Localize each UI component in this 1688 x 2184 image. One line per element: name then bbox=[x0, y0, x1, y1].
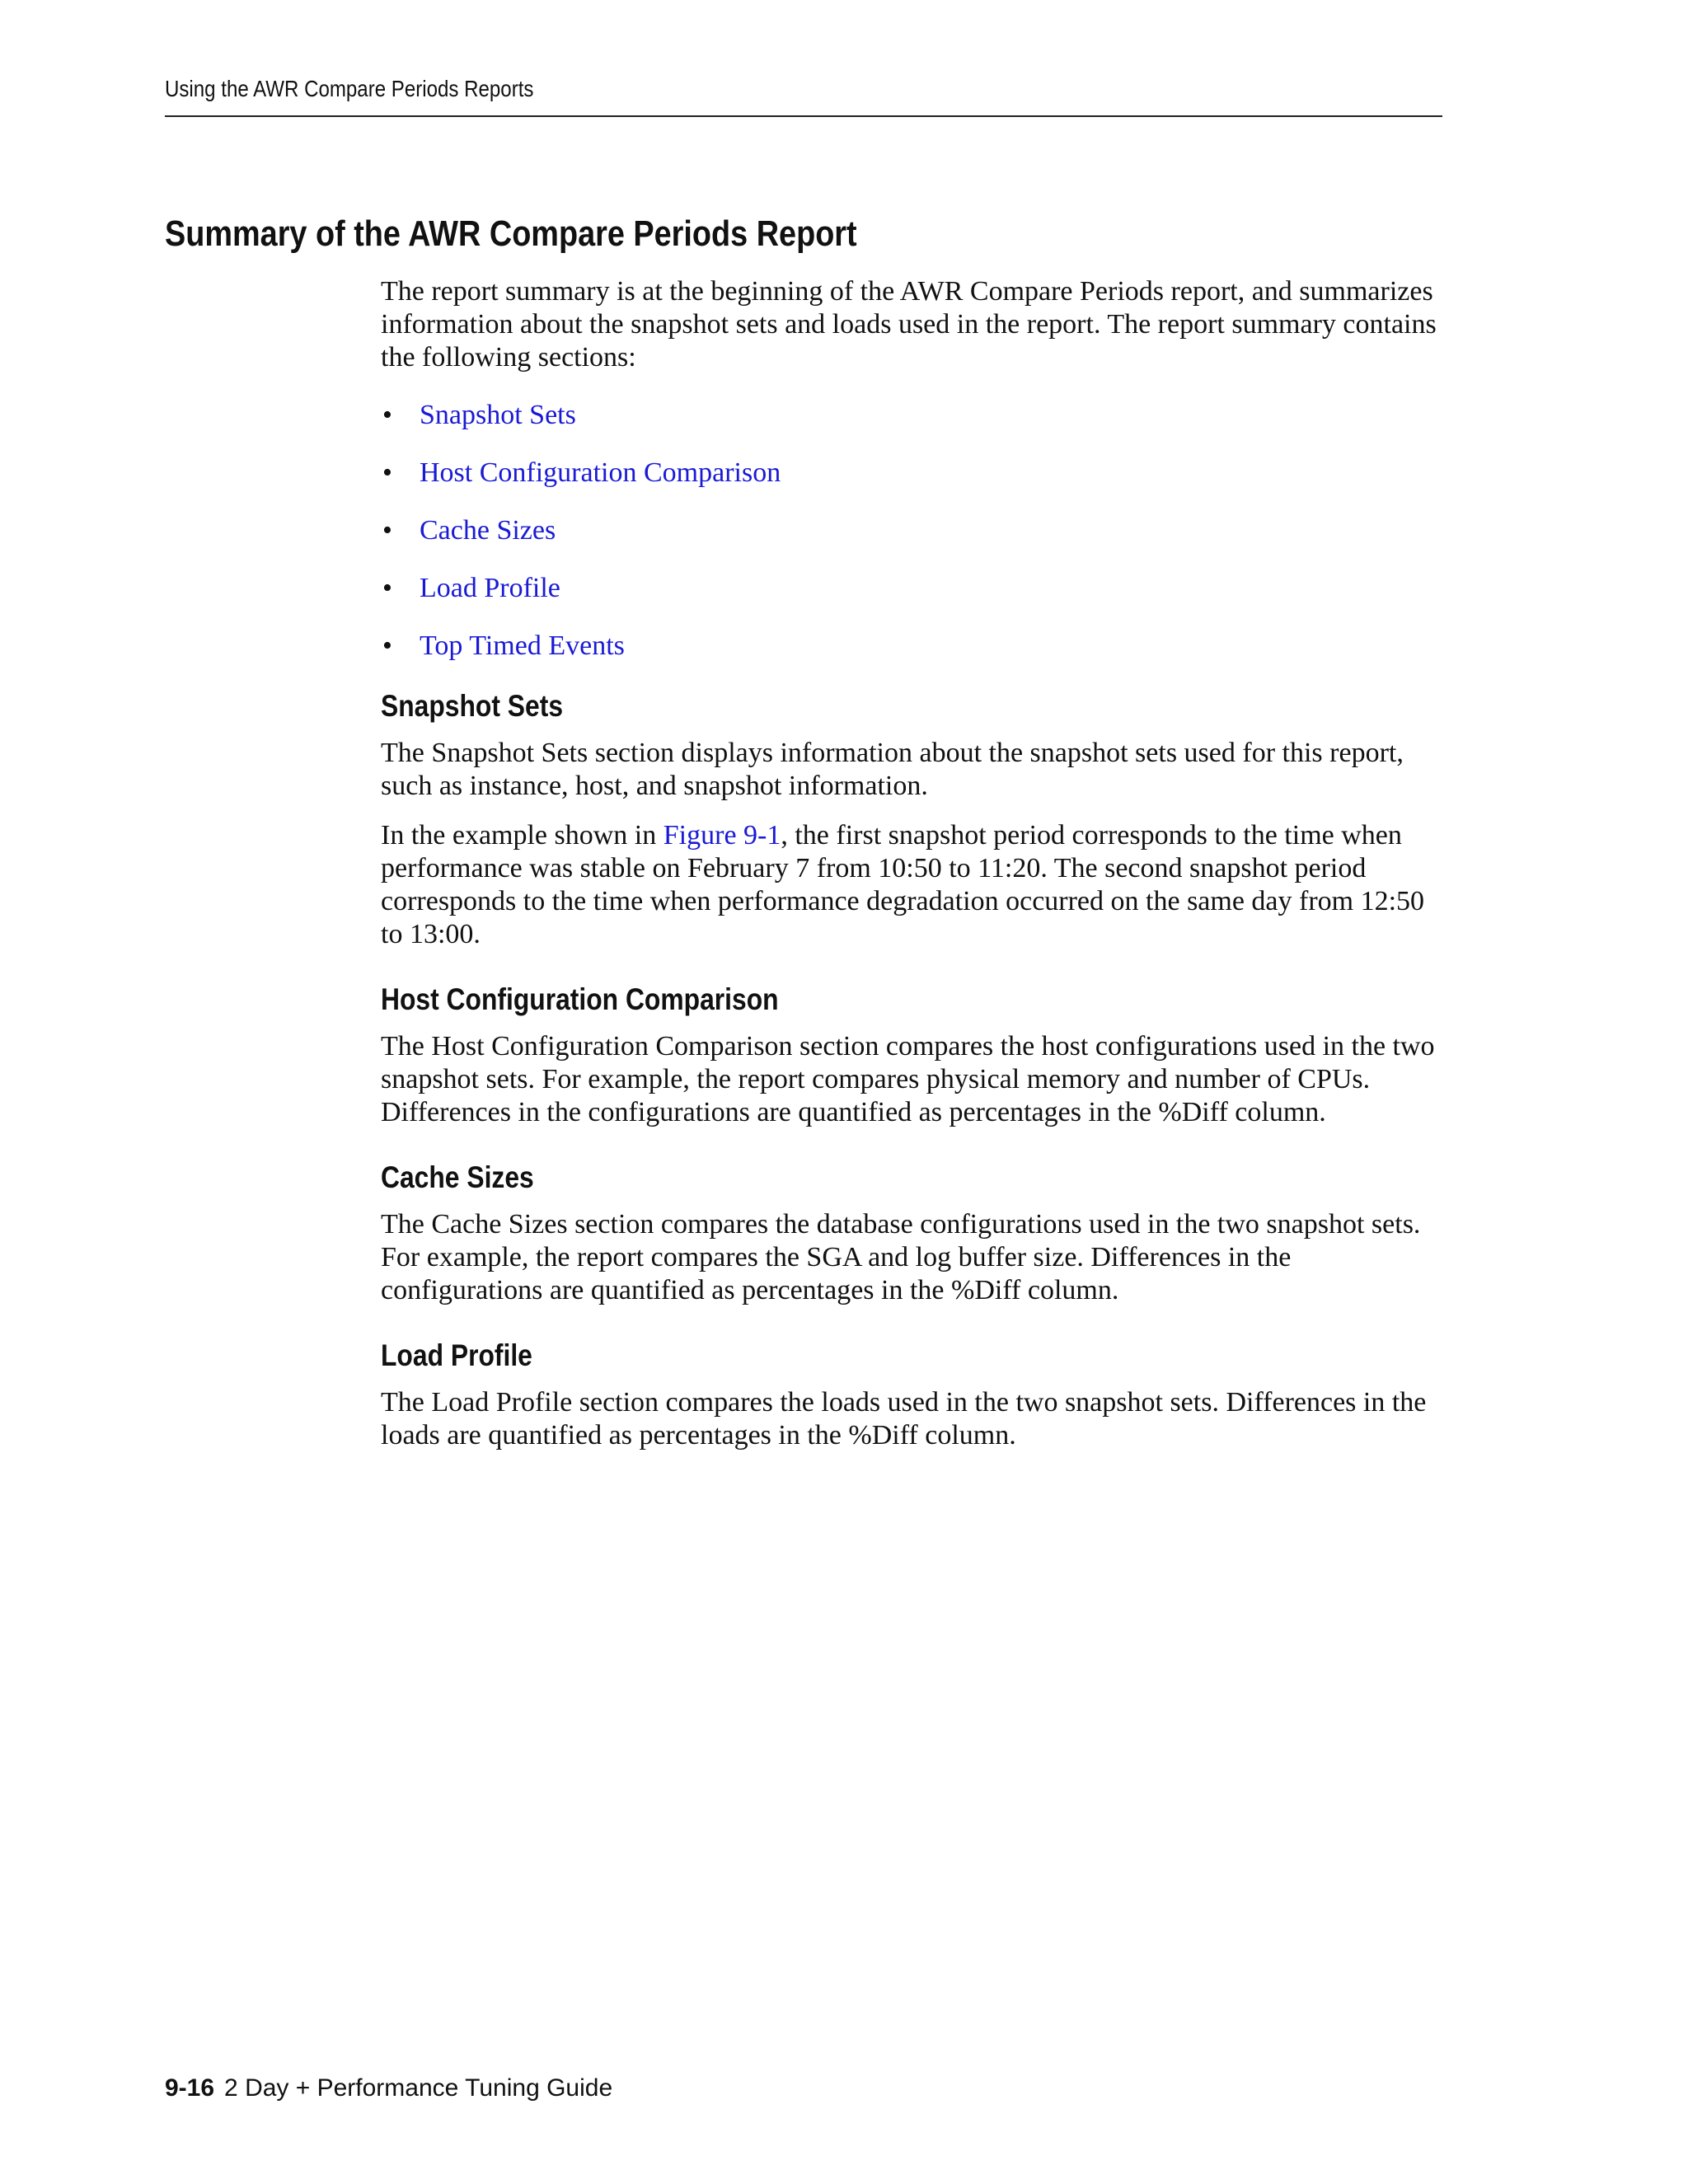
snapshot-sets-paragraph-1: The Snapshot Sets section displays information about the snapshot sets used for this report, such as instance, host, and snapshot information. bbox=[381, 738, 1404, 801]
link-host-configuration-comparison[interactable]: Host Configuration Comparison bbox=[420, 457, 781, 488]
intro-paragraph: The report summary is at the beginning of the AWR Compare Periods report, and summarizes information about the snapshot sets and loads used in the report. The report summary contains the following sections: bbox=[381, 276, 1437, 373]
link-top-timed-events[interactable]: Top Timed Events bbox=[420, 630, 625, 661]
list-item bbox=[381, 572, 1452, 605]
load-profile-paragraph: The Load Profile section compares the loads used in the two snapshot sets. Differences in the loads are quantified as percentages in the %Diff column. bbox=[381, 1387, 1427, 1451]
bullet-icon: • bbox=[382, 400, 392, 430]
page-footer bbox=[165, 2074, 612, 2103]
bullet-icon: • bbox=[382, 457, 392, 488]
section-title: Summary of the AWR Compare Periods Report bbox=[165, 213, 857, 254]
list-item bbox=[381, 630, 1452, 663]
bullet-icon: • bbox=[382, 573, 392, 603]
book-title: 2 Day + Performance Tuning Guide bbox=[224, 2074, 613, 2102]
running-header: Using the AWR Compare Periods Reports bbox=[165, 76, 534, 101]
bullet-icon: • bbox=[382, 630, 392, 661]
link-snapshot-sets[interactable]: Snapshot Sets bbox=[420, 400, 576, 430]
snapshot-sets-paragraph-2 bbox=[381, 819, 1452, 951]
list-item bbox=[381, 514, 1452, 547]
header-rule bbox=[165, 115, 1442, 117]
link-cache-sizes[interactable]: Cache Sizes bbox=[420, 515, 556, 546]
heading-load-profile: Load Profile bbox=[381, 1338, 532, 1372]
link-load-profile[interactable]: Load Profile bbox=[420, 573, 560, 603]
list-item bbox=[381, 399, 1452, 432]
heading-snapshot-sets: Snapshot Sets bbox=[381, 689, 564, 723]
section-list bbox=[381, 399, 1452, 663]
heading-host-configuration-comparison: Host Configuration Comparison bbox=[381, 982, 779, 1016]
cache-sizes-paragraph: The Cache Sizes section compares the database configurations used in the two snapshot sets. For example, the report compares the SGA and log buffer size. Differences in the configurations are quantified as percentages in the %Diff column. bbox=[381, 1209, 1421, 1305]
host-configuration-paragraph: The Host Configuration Comparison section compares the host configurations used in the two snapshot sets. For example, the report compares physical memory and number of CPUs. Differences in the configurations are quantified as percentages in the %Diff column. bbox=[381, 1031, 1435, 1127]
page-number: 9-16 bbox=[165, 2074, 215, 2102]
link-figure-9-1[interactable]: Figure 9-1 bbox=[663, 820, 781, 851]
list-item bbox=[381, 457, 1452, 490]
para-text: In the example shown in bbox=[381, 820, 663, 851]
para-text: , the first snapshot period corresponds to the time when performance was stable on February 7 from 10:50 to 11:20. The second snapshot period corresponds to the time when performance degradation occurred on the same day from 12:50 to 13:00. bbox=[381, 820, 1425, 949]
bullet-icon: • bbox=[382, 515, 392, 546]
heading-cache-sizes: Cache Sizes bbox=[381, 1160, 534, 1194]
main-content bbox=[381, 275, 1452, 1452]
